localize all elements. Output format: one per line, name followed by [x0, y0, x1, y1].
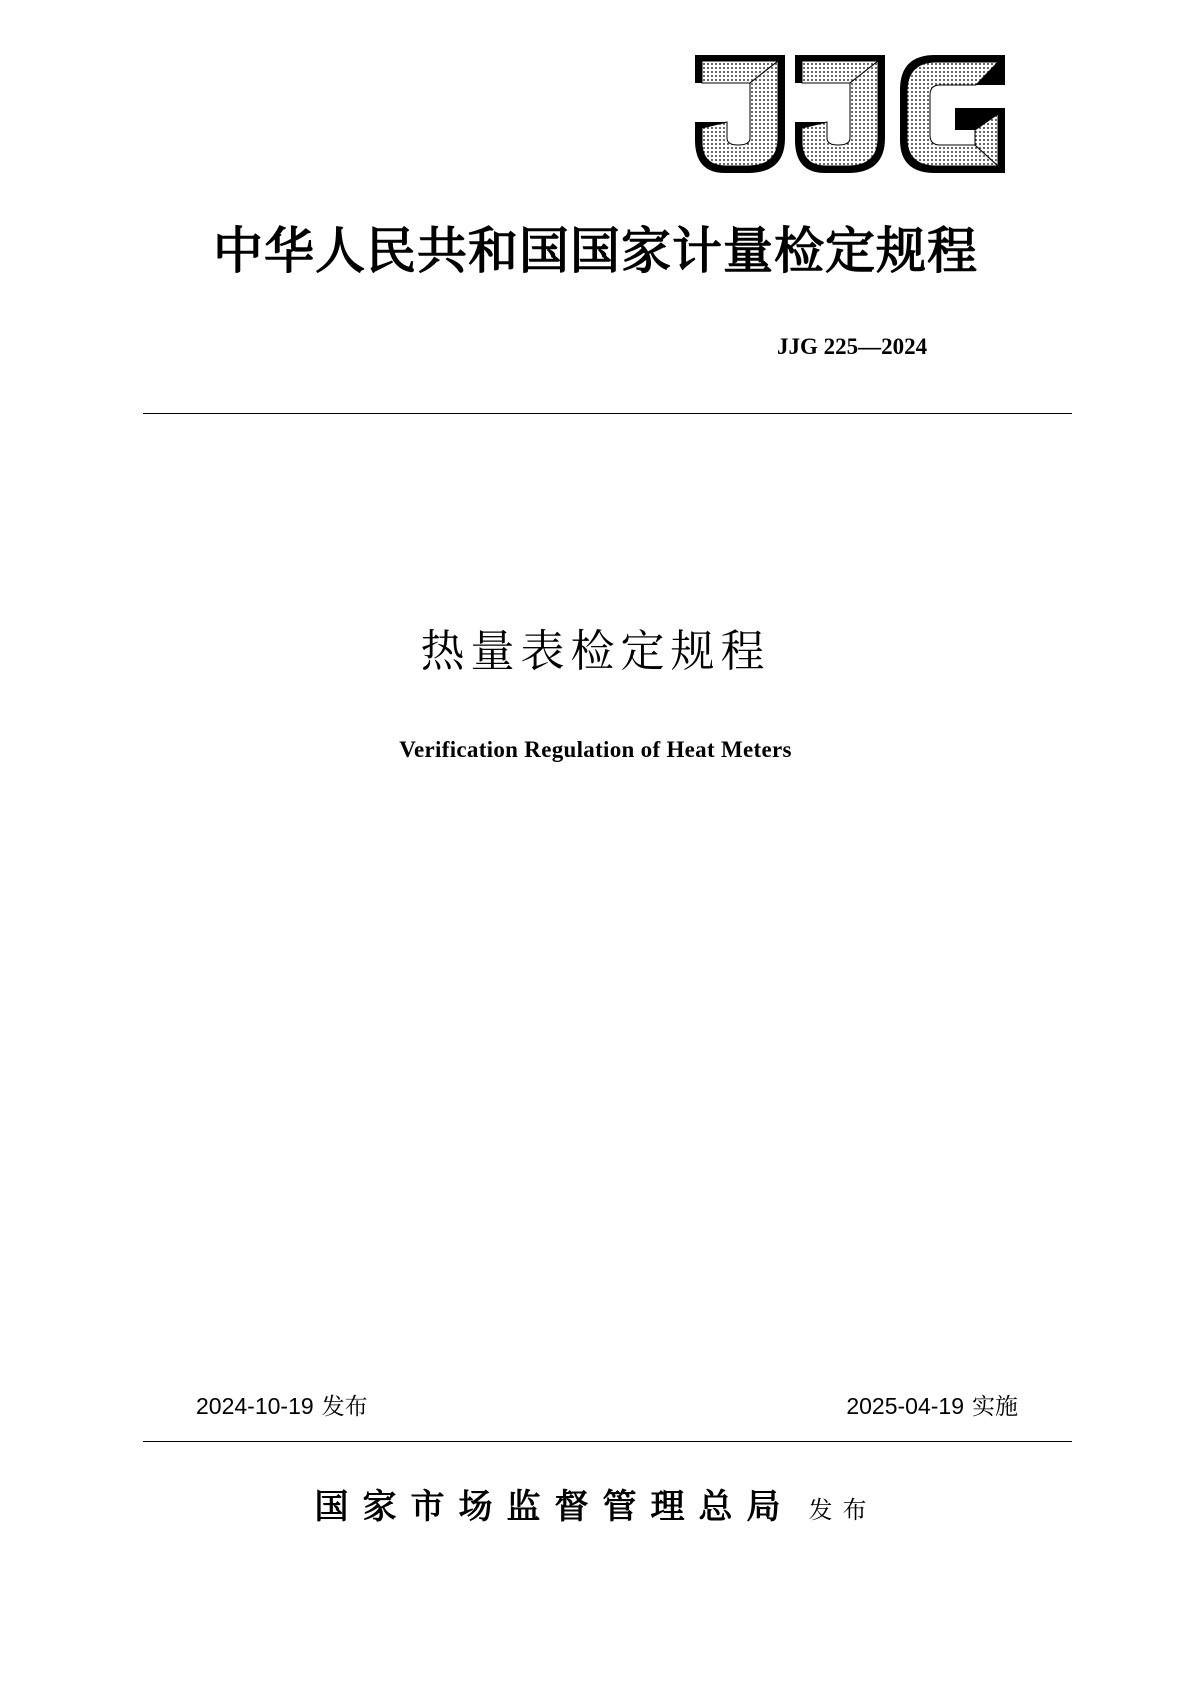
publisher-suffix: 发布: [808, 1496, 877, 1524]
bottom-divider: [143, 1441, 1072, 1442]
effective-date-line: [846, 1395, 1018, 1418]
issue-date: 2024-10-19: [196, 1393, 314, 1419]
jjg-logo-icon: [690, 50, 1010, 180]
effective-label: 实施: [972, 1393, 1018, 1419]
effective-date: 2025-04-19: [846, 1393, 964, 1419]
publisher-line: [0, 1487, 1191, 1527]
issue-date-line: [196, 1395, 368, 1418]
page-title: 中华人民共和国国家计量检定规程: [213, 221, 978, 280]
issue-label: 发布: [321, 1393, 368, 1419]
logo-letter-j-2: [795, 55, 885, 173]
standard-number: JJG 225—2024: [777, 334, 928, 359]
document-title-en: Verification Regulation of Heat Meters: [399, 737, 792, 762]
document-title-zh: 热量表检定规程: [420, 626, 771, 677]
publisher-name: 国家市场监督管理总局: [314, 1487, 795, 1527]
top-divider: [143, 413, 1072, 414]
logo-letter-j-1: [695, 55, 785, 173]
logo-letter-g: [900, 55, 1005, 173]
